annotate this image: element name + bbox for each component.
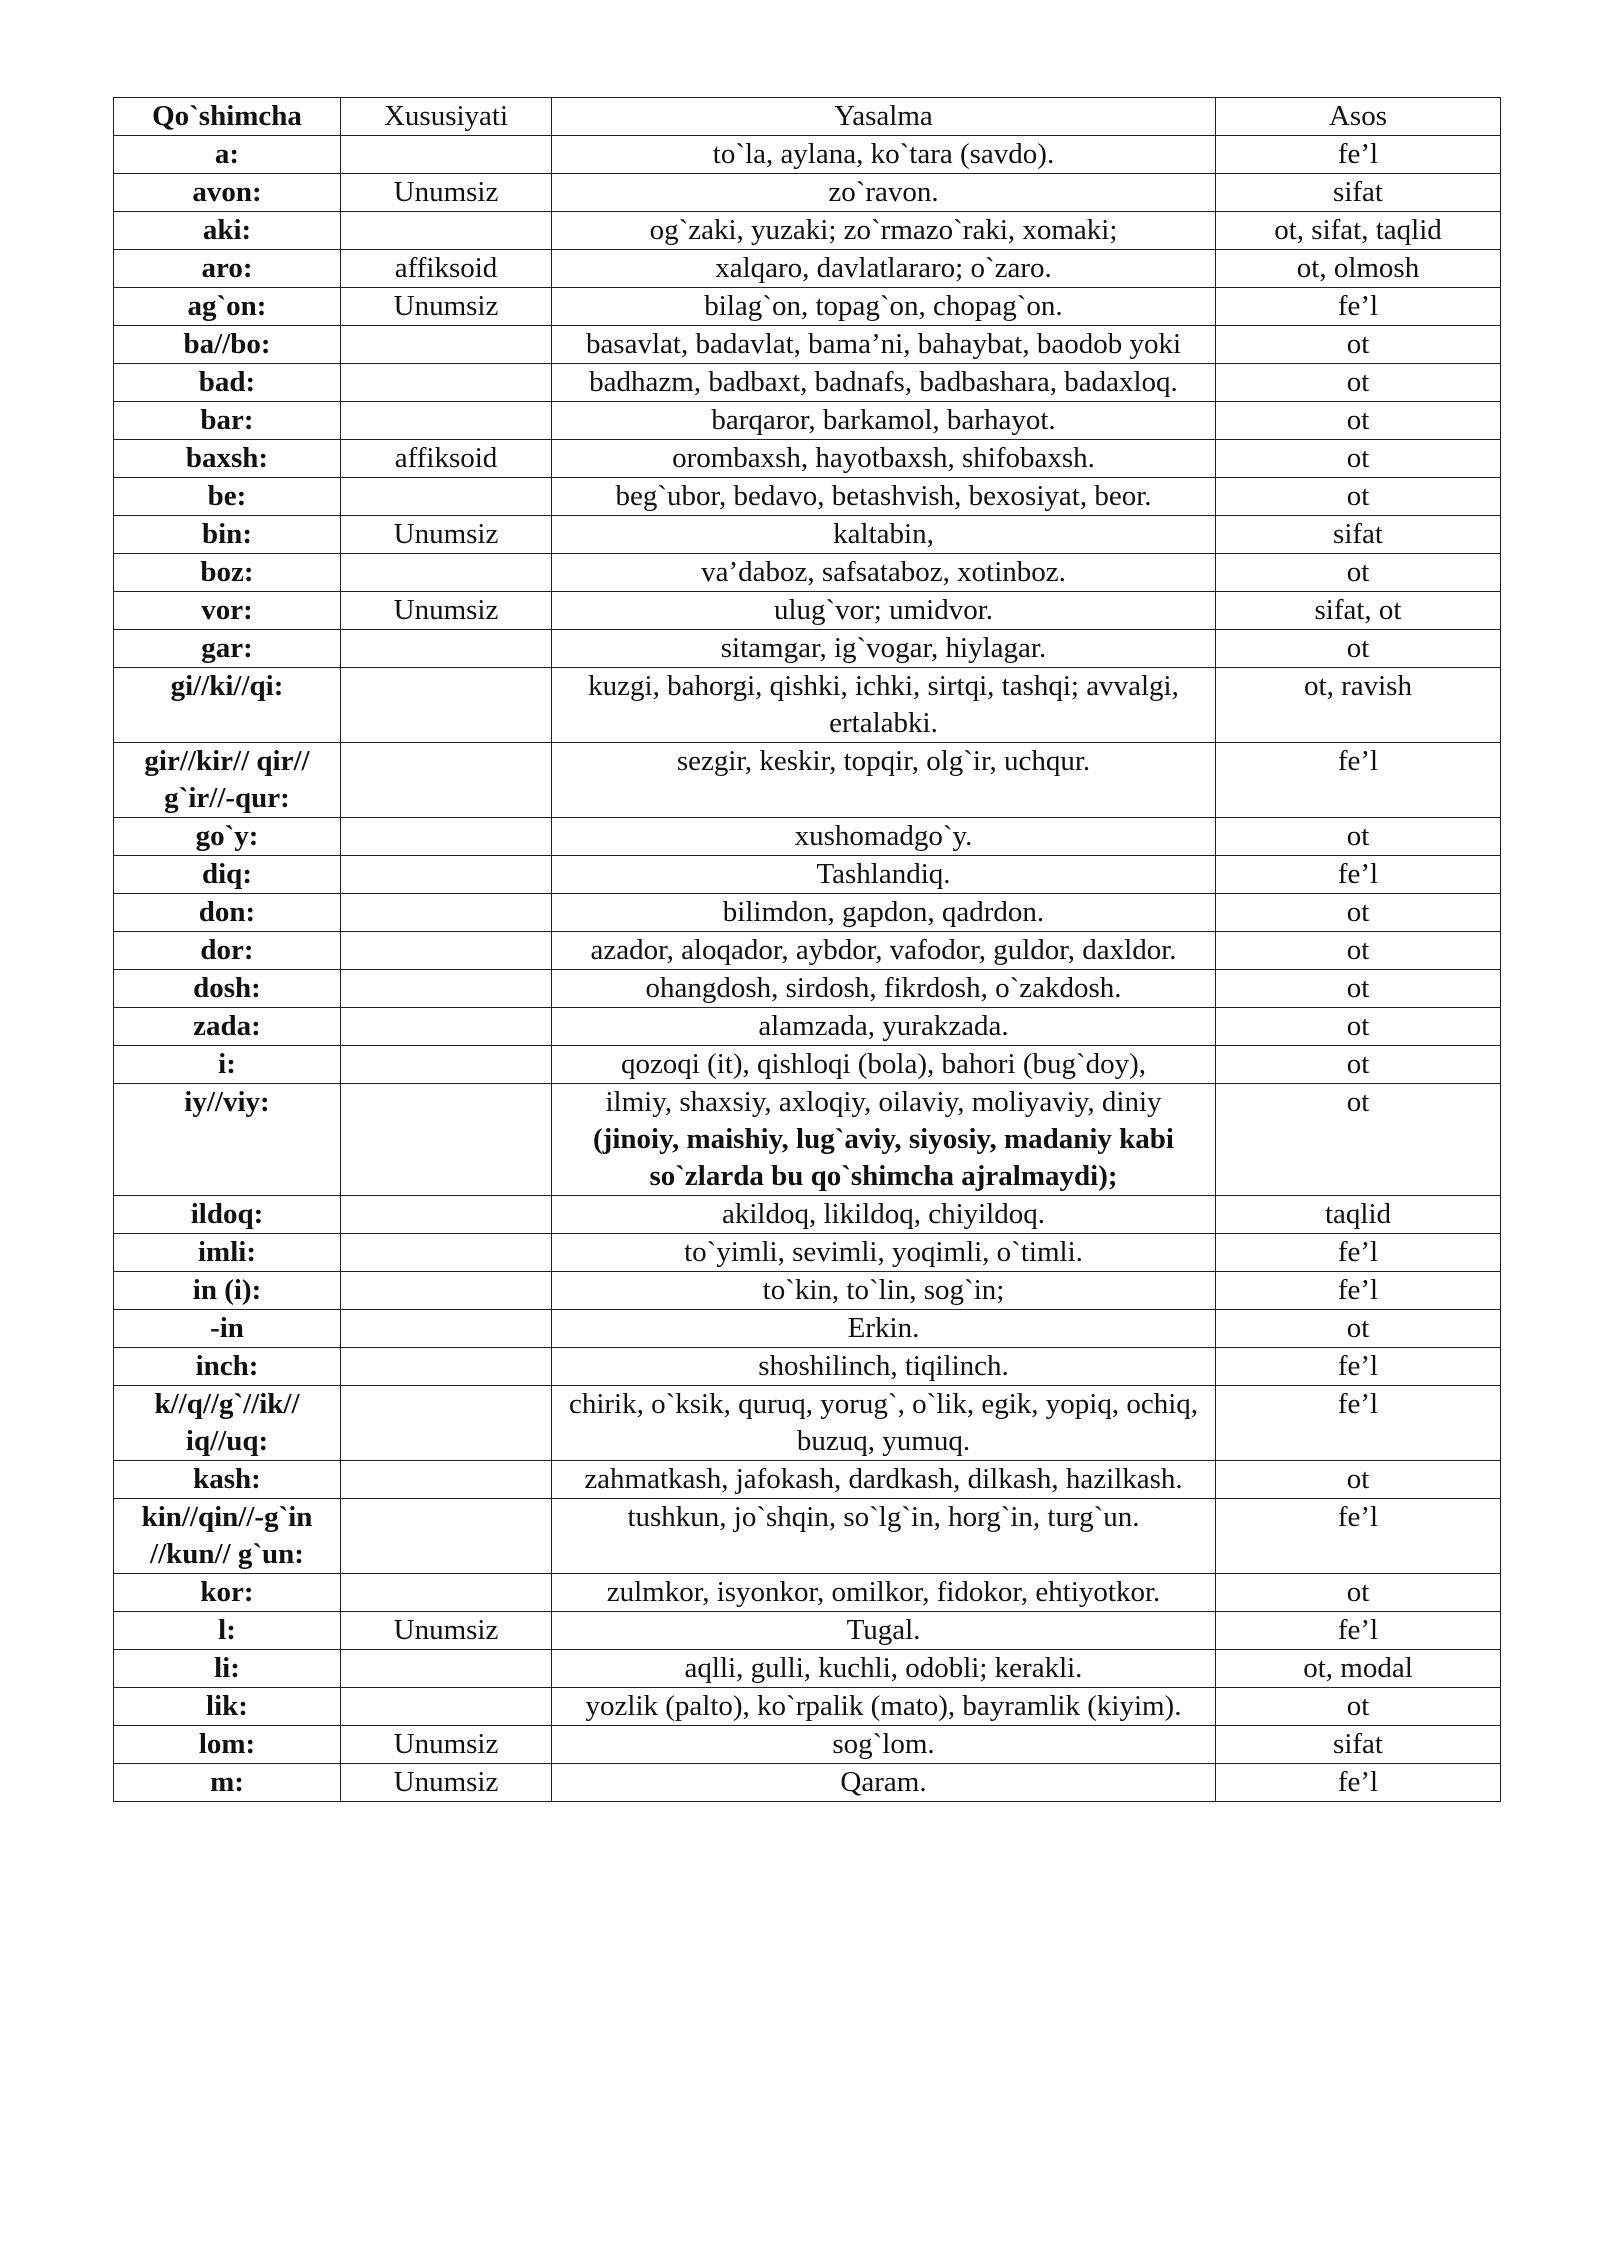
base-cell: fe’l <box>1216 1612 1501 1650</box>
derivative-text: bilag`on, topag`on, chopag`on. <box>704 290 1063 322</box>
feature-cell <box>341 1084 552 1196</box>
header-suffix: Qo`shimcha <box>114 98 341 136</box>
derivative-cell <box>552 1574 1216 1612</box>
base-cell: fe’l <box>1216 1764 1501 1802</box>
derivative-cell <box>552 478 1216 516</box>
table-row <box>114 1574 1501 1612</box>
table-row <box>114 1008 1501 1046</box>
derivative-cell <box>552 1008 1216 1046</box>
derivative-cell <box>552 1386 1216 1461</box>
suffix-cell: zada: <box>114 1008 341 1046</box>
feature-cell <box>341 1046 552 1084</box>
derivative-cell <box>552 932 1216 970</box>
suffix-cell: lom: <box>114 1726 341 1764</box>
base-cell: ot <box>1216 1084 1501 1196</box>
feature-cell <box>341 1650 552 1688</box>
suffix-cell: kash: <box>114 1461 341 1499</box>
derivative-text: akildoq, likildoq, chiyildoq. <box>721 1198 1045 1230</box>
table-row <box>114 326 1501 364</box>
derivative-cell <box>552 288 1216 326</box>
table-row <box>114 440 1501 478</box>
feature-cell <box>341 1196 552 1234</box>
table-row <box>114 630 1501 668</box>
derivative-cell <box>552 743 1216 818</box>
feature-cell <box>341 554 552 592</box>
derivative-text: to`la, aylana, ko`tara (savdo). <box>712 138 1055 170</box>
feature-cell <box>341 630 552 668</box>
derivative-cell <box>552 1046 1216 1084</box>
table-row <box>114 174 1501 212</box>
feature-cell <box>341 1461 552 1499</box>
base-cell: sifat <box>1216 174 1501 212</box>
suffix-cell: bin: <box>114 516 341 554</box>
derivative-text: Erkin. <box>847 1312 920 1344</box>
derivative-text: zahmatkash, jafokash, dardkash, dilkash, hazilkash. <box>584 1463 1183 1495</box>
feature-cell <box>341 932 552 970</box>
table-row <box>114 1348 1501 1386</box>
base-cell: fe’l <box>1216 1234 1501 1272</box>
base-cell: fe’l <box>1216 1499 1501 1574</box>
table-row <box>114 136 1501 174</box>
derivative-text: Tashlandiq. <box>816 858 951 890</box>
header-derivative: Yasalma <box>552 98 1216 136</box>
derivative-cell <box>552 668 1216 743</box>
base-cell: ot <box>1216 554 1501 592</box>
suffix-cell: dosh: <box>114 970 341 1008</box>
suffix-cell: ildoq: <box>114 1196 341 1234</box>
table-row <box>114 1310 1501 1348</box>
feature-cell <box>341 1272 552 1310</box>
base-cell: ot <box>1216 326 1501 364</box>
suffix-cell: baxsh: <box>114 440 341 478</box>
feature-cell <box>341 894 552 932</box>
table-row <box>114 894 1501 932</box>
derivative-cell <box>552 1650 1216 1688</box>
derivative-text: alamzada, yurakzada. <box>758 1010 1009 1042</box>
derivative-cell <box>552 1726 1216 1764</box>
derivative-text: zo`ravon. <box>828 176 939 208</box>
table-row <box>114 970 1501 1008</box>
base-cell: ot, modal <box>1216 1650 1501 1688</box>
base-cell: fe’l <box>1216 1348 1501 1386</box>
derivative-note: (jinoiy, maishiy, lug`aviy, siyosiy, madaniy kabi so`zlarda bu qo`shimcha ajralmaydi); <box>593 1123 1174 1192</box>
table-row <box>114 554 1501 592</box>
base-cell: sifat <box>1216 516 1501 554</box>
derivative-text: og`zaki, yuzaki; zo`rmazo`raki, xomaki; <box>649 214 1118 246</box>
derivative-cell <box>552 970 1216 1008</box>
suffix-cell: boz: <box>114 554 341 592</box>
derivative-cell <box>552 136 1216 174</box>
table-row <box>114 1461 1501 1499</box>
feature-cell <box>341 402 552 440</box>
table-row <box>114 1272 1501 1310</box>
derivative-text: bilimdon, gapdon, qadrdon. <box>722 896 1045 928</box>
derivative-text: yozlik (palto), ko`rpalik (mato), bayramlik (kiyim). <box>585 1690 1182 1722</box>
feature-cell <box>341 1310 552 1348</box>
derivative-text: Tugal. <box>846 1614 921 1646</box>
table-row <box>114 288 1501 326</box>
feature-cell: Unumsiz <box>341 516 552 554</box>
table-row <box>114 478 1501 516</box>
base-cell: ot <box>1216 1046 1501 1084</box>
derivative-text: orombaxsh, hayotbaxsh, shifobaxsh. <box>672 442 1095 474</box>
suffix-cell: kin//qin//-g`in //kun// g`un: <box>114 1499 341 1574</box>
base-cell: ot <box>1216 1688 1501 1726</box>
derivative-text: azador, aloqador, aybdor, vafodor, guldor, daxldor. <box>590 934 1177 966</box>
feature-cell <box>341 743 552 818</box>
base-cell: ot, sifat, taqlid <box>1216 212 1501 250</box>
derivative-text: shoshilinch, tiqilinch. <box>758 1350 1009 1382</box>
base-cell: ot, ravish <box>1216 668 1501 743</box>
derivative-cell <box>552 856 1216 894</box>
base-cell: ot <box>1216 932 1501 970</box>
table-row <box>114 932 1501 970</box>
derivative-cell <box>552 326 1216 364</box>
derivative-cell <box>552 1084 1216 1196</box>
base-cell: ot <box>1216 1310 1501 1348</box>
table-row <box>114 1726 1501 1764</box>
derivative-cell <box>552 212 1216 250</box>
derivative-text: basavlat, badavlat, bama’ni, bahaybat, baodob yoki <box>585 328 1182 360</box>
feature-cell <box>341 478 552 516</box>
feature-cell <box>341 1348 552 1386</box>
header-feature: Xususiyati <box>341 98 552 136</box>
derivative-text: to`kin, to`lin, sog`in; <box>762 1274 1005 1306</box>
derivative-text: xalqaro, davlatlararo; o`zaro. <box>715 252 1052 284</box>
derivative-text: ohangdosh, sirdosh, fikrdosh, o`zakdosh. <box>645 972 1122 1004</box>
table-row <box>114 212 1501 250</box>
table-row <box>114 1688 1501 1726</box>
derivative-cell <box>552 440 1216 478</box>
base-cell: ot <box>1216 630 1501 668</box>
feature-cell <box>341 1688 552 1726</box>
suffix-cell: be: <box>114 478 341 516</box>
suffix-cell: gar: <box>114 630 341 668</box>
suffix-cell: -in <box>114 1310 341 1348</box>
derivative-text: chirik, o`ksik, quruq, yorug`, o`lik, egik, yopiq, ochiq, buzuq, yumuq. <box>568 1388 1199 1457</box>
feature-cell <box>341 136 552 174</box>
base-cell: fe’l <box>1216 136 1501 174</box>
base-cell: sifat <box>1216 1726 1501 1764</box>
derivative-text: beg`ubor, bedavo, betashvish, bexosiyat, beor. <box>615 480 1152 512</box>
suffix-table <box>113 97 1501 1802</box>
suffix-cell: avon: <box>114 174 341 212</box>
header-row <box>114 98 1501 136</box>
derivative-cell <box>552 174 1216 212</box>
table-row <box>114 364 1501 402</box>
derivative-cell <box>552 1688 1216 1726</box>
table-row <box>114 1046 1501 1084</box>
derivative-cell <box>552 250 1216 288</box>
base-cell: ot <box>1216 818 1501 856</box>
feature-cell <box>341 668 552 743</box>
feature-cell: Unumsiz <box>341 288 552 326</box>
header-base: Asos <box>1216 98 1501 136</box>
derivative-text: to`yimli, sevimli, yoqimli, o`timli. <box>684 1236 1083 1268</box>
base-cell: ot <box>1216 478 1501 516</box>
suffix-cell: go`y: <box>114 818 341 856</box>
derivative-cell <box>552 1272 1216 1310</box>
suffix-cell: kor: <box>114 1574 341 1612</box>
derivative-cell <box>552 1764 1216 1802</box>
derivative-cell <box>552 894 1216 932</box>
derivative-cell <box>552 516 1216 554</box>
suffix-cell: imli: <box>114 1234 341 1272</box>
suffix-cell: gi//ki//qi: <box>114 668 341 743</box>
derivative-text: ilmiy, shaxsiy, axloqiy, oilaviy, moliyaviy, diniy <box>605 1086 1162 1118</box>
table-row <box>114 1386 1501 1461</box>
feature-cell <box>341 1008 552 1046</box>
feature-cell: Unumsiz <box>341 174 552 212</box>
feature-cell <box>341 1574 552 1612</box>
feature-cell: affiksoid <box>341 250 552 288</box>
derivative-text: sog`lom. <box>832 1728 935 1760</box>
suffix-cell: inch: <box>114 1348 341 1386</box>
derivative-cell <box>552 402 1216 440</box>
suffix-cell: k//q//g`//ik// iq//uq: <box>114 1386 341 1461</box>
feature-cell <box>341 856 552 894</box>
feature-cell: Unumsiz <box>341 1612 552 1650</box>
derivative-text: aqlli, gulli, kuchli, odobli; kerakli. <box>684 1652 1083 1684</box>
feature-cell: Unumsiz <box>341 1726 552 1764</box>
derivative-text: sezgir, keskir, topqir, olg`ir, uchqur. <box>676 745 1091 777</box>
table-row <box>114 1499 1501 1574</box>
table-row <box>114 1612 1501 1650</box>
suffix-cell: iy//viy: <box>114 1084 341 1196</box>
table-row <box>114 1234 1501 1272</box>
feature-cell: Unumsiz <box>341 1764 552 1802</box>
feature-cell: Unumsiz <box>341 592 552 630</box>
suffix-cell: l: <box>114 1612 341 1650</box>
base-cell: fe’l <box>1216 1386 1501 1461</box>
table-row <box>114 1084 1501 1196</box>
table-row <box>114 592 1501 630</box>
suffix-cell: dor: <box>114 932 341 970</box>
suffix-cell: diq: <box>114 856 341 894</box>
derivative-text: xushomadgo`y. <box>794 820 973 852</box>
base-cell: ot <box>1216 364 1501 402</box>
suffix-cell: in (i): <box>114 1272 341 1310</box>
derivative-text: barqaror, barkamol, barhayot. <box>711 404 1056 436</box>
derivative-text: ulug`vor; umidvor. <box>773 594 994 626</box>
derivative-cell <box>552 1348 1216 1386</box>
suffix-cell: ba//bo: <box>114 326 341 364</box>
derivative-cell <box>552 1310 1216 1348</box>
derivative-cell <box>552 1196 1216 1234</box>
feature-cell <box>341 326 552 364</box>
table-row <box>114 1650 1501 1688</box>
base-cell: fe’l <box>1216 288 1501 326</box>
derivative-cell <box>552 1612 1216 1650</box>
base-cell: taqlid <box>1216 1196 1501 1234</box>
feature-cell <box>341 970 552 1008</box>
derivative-cell <box>552 364 1216 402</box>
derivative-text: Qaram. <box>840 1766 927 1798</box>
base-cell: ot <box>1216 1008 1501 1046</box>
feature-cell <box>341 818 552 856</box>
suffix-cell: aro: <box>114 250 341 288</box>
base-cell: ot <box>1216 1574 1501 1612</box>
base-cell: ot <box>1216 1461 1501 1499</box>
suffix-cell: lik: <box>114 1688 341 1726</box>
table-body <box>114 136 1501 1802</box>
derivative-text: kuzgi, bahorgi, qishki, ichki, sirtqi, tashqi; avvalgi, ertalabki. <box>588 670 1179 739</box>
table-row <box>114 668 1501 743</box>
suffix-cell: m: <box>114 1764 341 1802</box>
base-cell: sifat, ot <box>1216 592 1501 630</box>
table-row <box>114 856 1501 894</box>
base-cell: ot <box>1216 970 1501 1008</box>
base-cell: fe’l <box>1216 743 1501 818</box>
derivative-cell <box>552 1499 1216 1574</box>
suffix-cell: vor: <box>114 592 341 630</box>
feature-cell <box>341 212 552 250</box>
suffix-cell: bad: <box>114 364 341 402</box>
suffix-cell: don: <box>114 894 341 932</box>
base-cell: fe’l <box>1216 856 1501 894</box>
derivative-cell <box>552 1461 1216 1499</box>
table-row <box>114 1196 1501 1234</box>
table-row <box>114 818 1501 856</box>
feature-cell <box>341 1234 552 1272</box>
derivative-text: va’daboz, safsataboz, xotinboz. <box>701 556 1066 588</box>
base-cell: ot <box>1216 894 1501 932</box>
derivative-text: tushkun, jo`shqin, so`lg`in, horg`in, turg`un. <box>627 1501 1140 1533</box>
suffix-cell: i: <box>114 1046 341 1084</box>
feature-cell: affiksoid <box>341 440 552 478</box>
base-cell: ot <box>1216 440 1501 478</box>
table-row <box>114 250 1501 288</box>
suffix-cell: aki: <box>114 212 341 250</box>
suffix-cell: gir//kir// qir// g`ir//-qur: <box>114 743 341 818</box>
suffix-cell: bar: <box>114 402 341 440</box>
derivative-text: badhazm, badbaxt, badnafs, badbashara, badaxloq. <box>589 366 1178 398</box>
derivative-text: zulmkor, isyonkor, omilkor, fidokor, ehtiyotkor. <box>606 1576 1161 1608</box>
derivative-text: sitamgar, ig`vogar, hiylagar. <box>720 632 1047 664</box>
derivative-cell <box>552 554 1216 592</box>
suffix-cell: ag`on: <box>114 288 341 326</box>
feature-cell <box>341 1386 552 1461</box>
base-cell: ot <box>1216 402 1501 440</box>
suffix-cell: a: <box>114 136 341 174</box>
derivative-cell <box>552 630 1216 668</box>
base-cell: fe’l <box>1216 1272 1501 1310</box>
derivative-cell <box>552 818 1216 856</box>
table-row <box>114 402 1501 440</box>
derivative-text: qozoqi (it), qishloqi (bola), bahori (bug`doy), <box>620 1048 1147 1080</box>
feature-cell <box>341 364 552 402</box>
table-row <box>114 743 1501 818</box>
base-cell: ot, olmosh <box>1216 250 1501 288</box>
table-row <box>114 1764 1501 1802</box>
derivative-cell <box>552 1234 1216 1272</box>
derivative-text: kaltabin, <box>833 518 934 550</box>
table-row <box>114 516 1501 554</box>
table-header <box>114 98 1501 136</box>
document-page <box>113 97 1500 1802</box>
derivative-cell <box>552 592 1216 630</box>
suffix-cell: li: <box>114 1650 341 1688</box>
feature-cell <box>341 1499 552 1574</box>
